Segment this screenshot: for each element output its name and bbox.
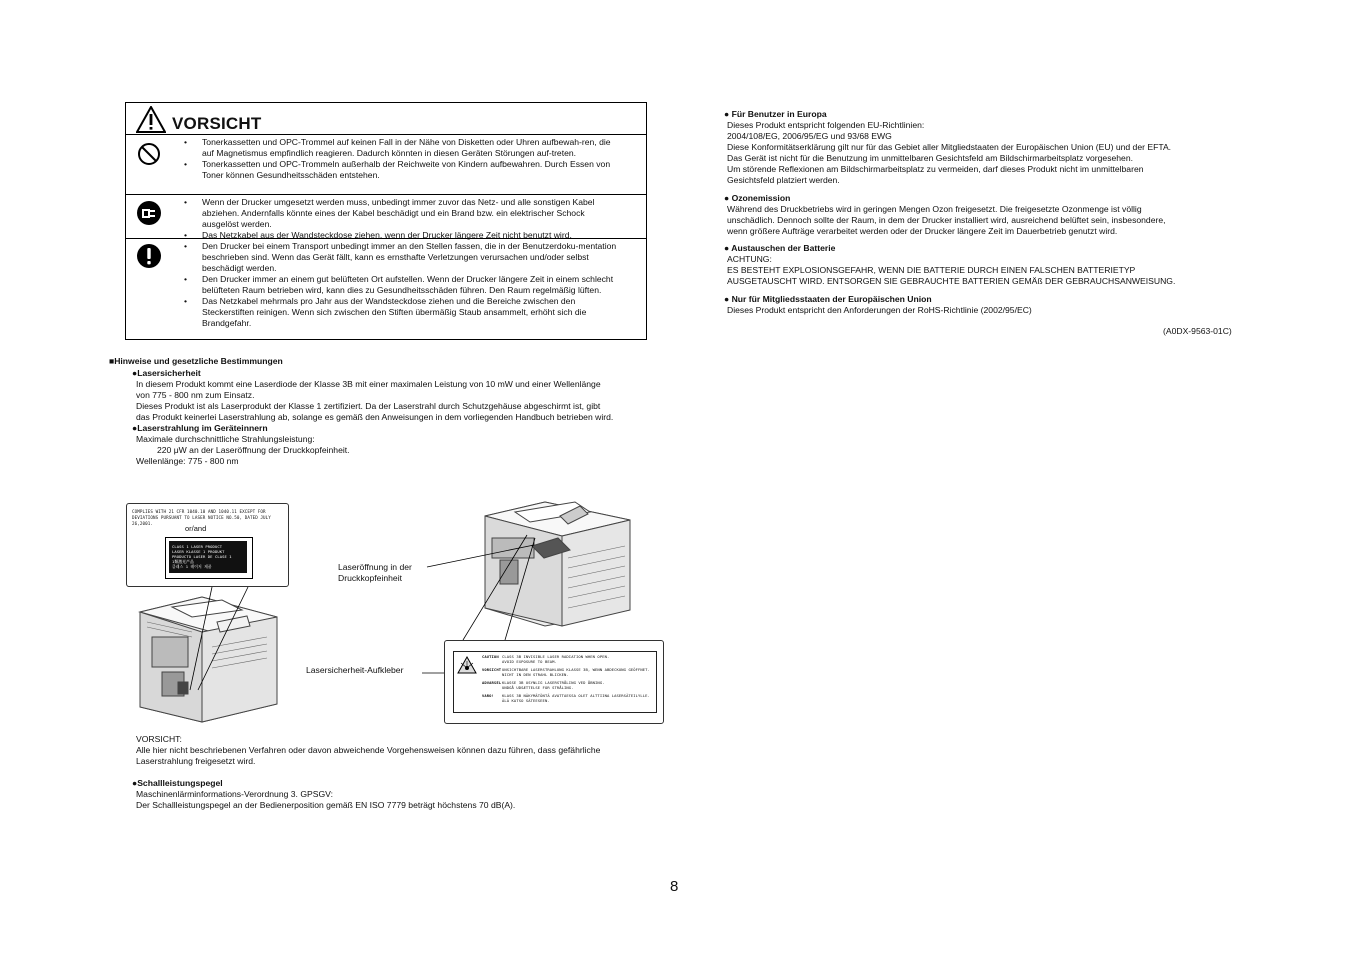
text-line: das Produkt keinerlei Laserstrahlung ab, solange es gemäß den Anweisungen in dem vorliegenden Handbuch betrieben wird. [136,412,614,422]
unplug-icon [136,200,162,226]
text-line: Dieses Produkt entspricht folgenden EU-Richtlinien: [727,120,925,130]
warning-text: KLASS 3B NÄKYMÄTÖNTÄ AVATTAESSA OLET ALTTIINA LASERSÄTEILYLLE. [502,693,650,698]
laser-safety-text [136,379,696,423]
page-number: 8 [670,878,679,895]
caution-item: • Wenn der Drucker umgesetzt werden muss, unbedingt immer zuvor das Netz- und alle sonstigen Kabel abziehen. Andernfalls könnte eines der Kabel beschädigt und ein Brand bzw. ein elektrischer Schock ausgelöst werden. [182,197,622,230]
warning-key: VORSICHT [482,667,502,672]
warning-text: KLASSE 3B USYNLIG LASERSTRÅLING VED ÅBNING. [502,680,605,685]
caution-item: • Den Drucker bei einem Transport unbedingt immer an den Stellen fassen, die in der Benutzerdoku-mentation beschrieben sind. Wenn das Gerät fällt, kann es ernsthafte Verletzungen verursachen und/oder selbst beschädigt werden. [182,241,622,274]
class1-label-inner [169,541,247,573]
eu-heading: ● Nur für Mitgliedsstaaten der Europäischen Union [724,294,932,304]
europe-text [727,120,1287,186]
regulations-heading: ■Hinweise und gesetzliche Bestimmungen [109,356,283,366]
opening-label [338,562,412,584]
warning-text: UNDGÅ UDSÆTTELSE FOR STRÅLING. [502,685,574,690]
eu-line-1: Dieses Produkt entspricht den Anforderungen der RoHS-Richtlinie (2002/95/EC) [727,305,1032,315]
vorsicht-label: VORSICHT: [136,734,182,744]
warning-text: CLASS 3B INVISIBLE LASER RADIATION WHEN OPEN. [502,654,610,659]
internal-laser-line-1: Maximale durchschnittliche Strahlungsleistung: [136,434,315,444]
text-line: Diese Konformitätserklärung gilt nur für das Gebiet aller Mitgliedstaaten der Europäischen Union (EU) und der EFTA. [727,142,1172,152]
caution-box [125,102,647,340]
warning-text: NICHT IN DEN STRAHL BLICKEN. [502,672,569,677]
internal-laser-heading: ●Laserstrahlung im Geräteinnern [132,423,268,433]
warning-row [482,693,654,703]
laser-safety-heading: ●Lasersicherheit [132,368,201,378]
text-line: unschädlich. Dennoch sollte der Raum, in dem der Drucker installiert wird, ausreichend belüftet sein, insbesondere, [727,215,1166,225]
printer-rear-illustration [132,592,288,724]
printer-front-illustration [480,498,640,630]
text-line: Dieses Produkt ist als Laserprodukt der Klasse 1 zertifiziert. Da der Laserstrahl durch Schutzgehäuse abgeschirmt ist, gibt [136,401,601,411]
compliance-label-box [126,503,289,587]
laser-warning-label [444,640,664,724]
text-line: 2004/108/EG, 2006/95/EG und 93/68 EWG [727,131,892,141]
caution-row-1 [126,135,646,195]
vorsicht-text [136,745,696,767]
prohibition-icon [136,141,162,167]
text-line: Um störende Reflexionen am Bildschirmarbeitsplatz zu vermeiden, darf dieses Produkt nicht im unmittelbaren [727,164,1144,174]
warning-text: UNSICHTBARE LASERSTRAHLUNG KLASSE 3B, WENN ABDECKUNG GEÖFFNET. [502,667,650,672]
text-line: ACHTUNG: [727,254,772,264]
caution-item: • Tonerkassetten und OPC-Trommeln außerhalb der Reichweite von Kindern aufbewahren. Durch Essen von Toner können Gesundheitsschäden entstehen. [182,159,622,181]
text-line: ES BESTEHT EXPLOSIONSGEFAHR, WENN DIE BATTERIE DURCH EINEN FALSCHEN BATTERIETYP [727,265,1136,275]
text-line: Gesichtsfeld platziert werden. [727,175,840,185]
laser-hazard-icon [457,656,477,674]
laser-warning-text [482,654,654,703]
warning-triangle-icon [136,106,166,133]
warning-key: VARO! [482,693,494,698]
internal-laser-line-3: Wellenlänge: 775 - 800 nm [136,456,239,466]
caution-row-3 [126,239,646,340]
class1-line: LASER KLASSE 1 PRODUKT [172,549,225,554]
text-line: Alle hier nicht beschriebenen Verfahren oder davon abweichende Vorgehensweisen können dazu führen, dass gefährliche [136,745,601,755]
text-line: Während des Druckbetriebs wird in geringen Mengen Ozon freigesetzt. Die freigesetzte Ozonmenge ist völlig [727,204,1142,214]
sound-line-1: Maschinenlärminformations-Verordnung 3. GPSGV: [136,789,333,799]
laser-warning-inner [453,651,657,713]
caution-title: VORSICHT [172,114,262,133]
ozone-heading: ● Ozonemission [724,193,791,203]
class1-label [165,537,253,579]
text-line: AUSGETAUSCHT WIRD. ENTSORGEN SIE GEBRAUCHTE BATTERIEN GEMÄß DER GEBRAUCHSANWEISUNG. [727,276,1176,286]
warning-text: AVOID EXPOSURE TO BEAM. [502,659,557,664]
sound-line-2: Der Schallleistungspegel an der Bedienerposition gemäß EN ISO 7779 beträgt höchstens 70 dB(A). [136,800,516,810]
class1-line: PRODUCTO LASER DE CLASE 1 [172,554,232,559]
caution-header [126,103,646,135]
warning-row [482,667,654,677]
text-line: wenn größere Aufträge verarbeitet werden oder der Drucker längere Zeit im Dauerbetrieb genutzt wird. [727,226,1118,236]
opening-label-line: Druckkopfeinheit [338,573,403,583]
sound-heading: ●Schallleistungspegel [132,778,223,788]
battery-text [727,254,1287,287]
battery-heading: ● Austauschen der Batterie [724,243,836,253]
warning-text: ÄLÄ KATSO SÄTEESEEN. [502,698,550,703]
document-code: (A0DX-9563-01C) [1163,326,1232,336]
compliance-line-2: DEVIATIONS PURSUANT TO LASER NOTICE NO.50, DATED JULY 26,2001. [132,515,271,526]
caution-item: • Den Drucker immer an einem gut belüfteten Ort aufstellen. Wenn der Drucker längere Zeit in einem schlecht belüfteten Raum betrieben wird, kann dies zu Gesundheitsschäden führen. Den Raum regelmäßig lüften. [182,274,622,296]
text-line: In diesem Produkt kommt eine Laserdiode der Klasse 3B mit einer maximalen Leistung von 10 mW und einer Wellenlänge [136,379,601,389]
exclamation-icon [136,243,162,269]
sticker-label: Lasersicherheit-Aufkleber [306,665,404,675]
compliance-line-1: COMPLIES WITH 21 CFR 1040.10 AND 1040.11 EXCEPT FOR [132,509,266,514]
opening-label-line: Laseröffnung in der [338,562,412,572]
or-and-label: or/and [185,524,207,533]
caution-item: • Das Netzkabel mehrmals pro Jahr aus der Wandsteckdose ziehen und die Bereiche zwischen den Steckerstiften reinigen. Wenn sich zwischen den Stiften übermäßig Staub ansammelt, erhöht sich die Brandgefahr. [182,296,622,329]
warning-row [482,680,654,690]
warning-key: CAUTION [482,654,499,659]
europe-heading: ● Für Benutzer in Europa [724,109,827,119]
class1-line: CLASS 1 LASER PRODUCT [172,544,223,549]
text-line: von 775 - 800 nm zum Einsatz. [136,390,255,400]
class1-line: 1類激光产品 [172,559,194,564]
internal-laser-line-2: 220 μW an der Laseröffnung der Druckkopfeinheit. [157,445,350,455]
caution-row-2 [126,195,646,239]
warning-key: ADVARSEL [482,680,502,685]
ozone-text [727,204,1287,237]
text-line: Das Gerät ist nicht für die Benutzung im unmittelbaren Gesichtsfeld am Bildschirmarbeitsplatz vorgesehen. [727,153,1134,163]
class1-text [172,544,232,569]
warning-row [482,654,654,664]
caution-item: • Das Netzkabel aus der Wandsteckdose ziehen, wenn der Drucker längere Zeit nicht benutzt wird. [182,230,622,241]
caution-item: • Tonerkassetten und OPC-Trommel auf keinen Fall in der Nähe von Disketten oder Uhren aufbewah-ren, die auf Magnetismus empfindlich reagieren. Dadurch könnten in diesen Geräten Störungen auf-treten. [182,137,622,159]
class1-line: 클래스 1 레이저 제품 [172,564,212,569]
text-line: Laserstrahlung freigesetzt wird. [136,756,256,766]
